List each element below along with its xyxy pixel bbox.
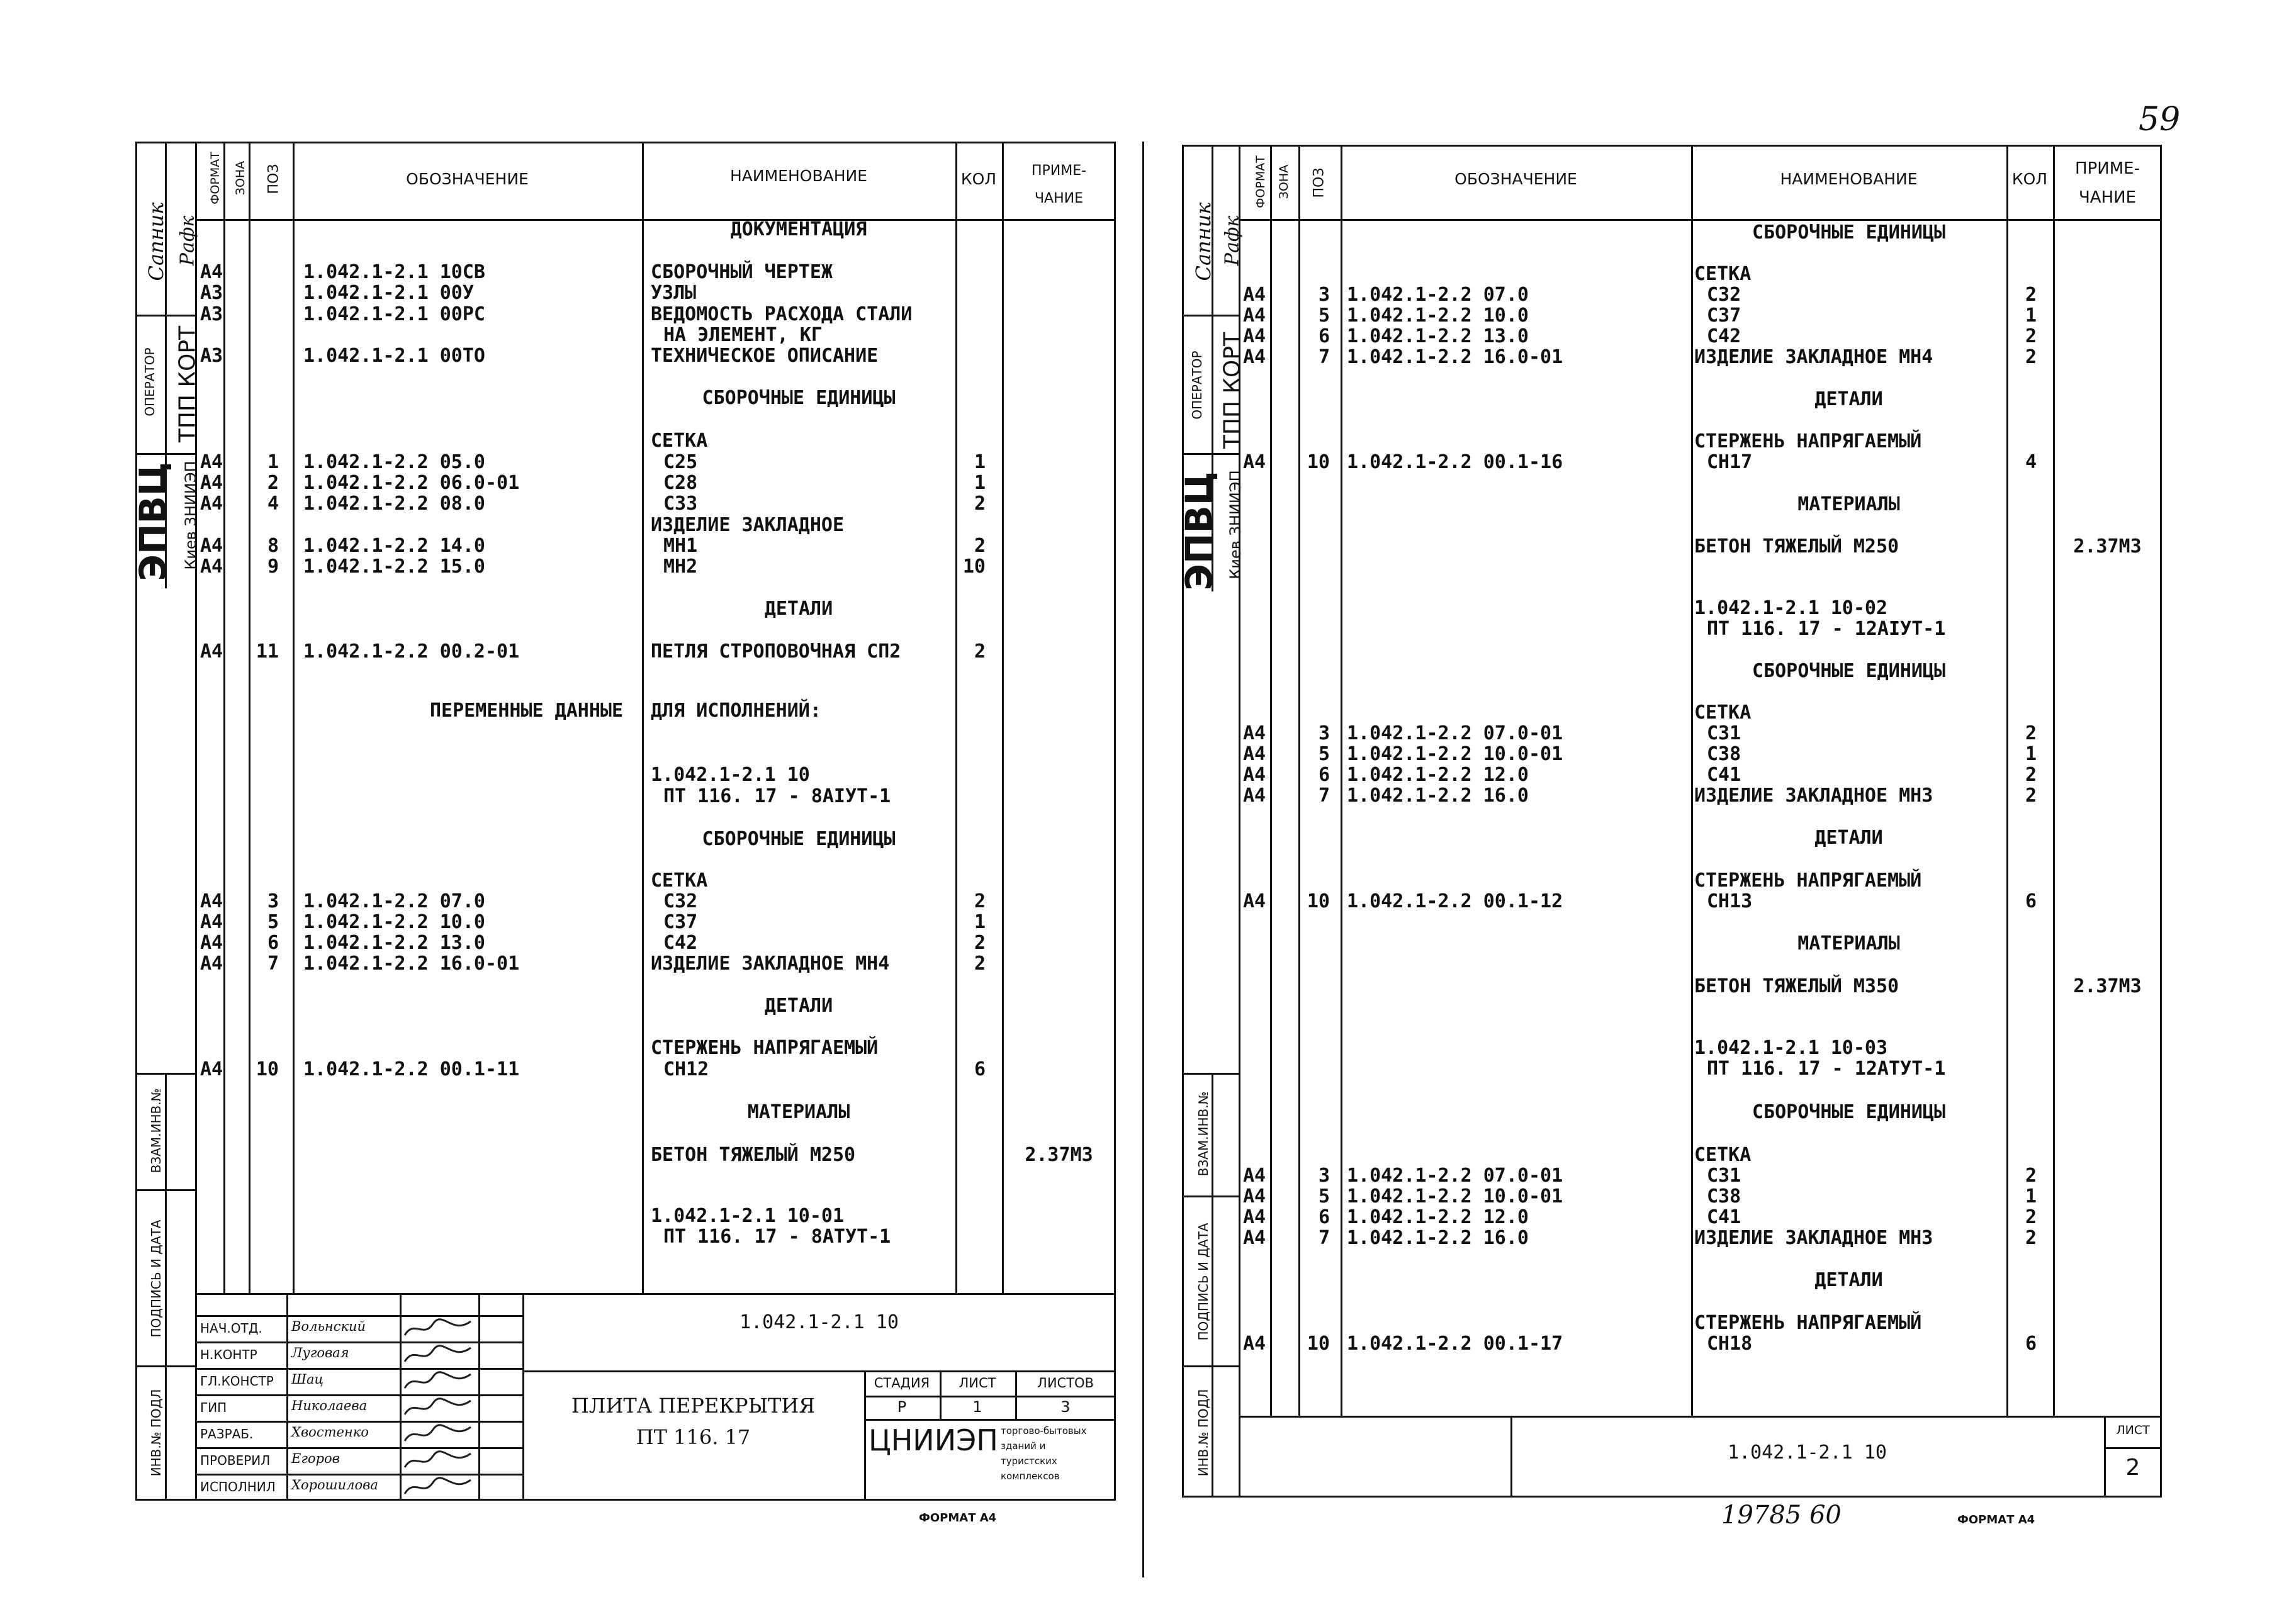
cell-name: С38 <box>1707 743 1741 765</box>
role-label: ПРОВЕРИЛ <box>200 1453 271 1468</box>
cell-name: С31 <box>1707 722 1741 744</box>
cell-pos: 7 <box>1318 346 1330 368</box>
cell-qty: 2 <box>974 535 986 557</box>
stadiya-value: Р <box>897 1398 907 1416</box>
cell-name: МН2 <box>663 556 698 578</box>
cell-name-heading: ДЕТАЛИ <box>764 995 833 1017</box>
signature-mark <box>402 1316 477 1341</box>
cell-name: ДЛЯ ИСПОЛНЕНИЙ: <box>651 700 821 722</box>
cell-format: А4 <box>200 953 223 975</box>
left-hdr-poz: ПОЗ <box>266 164 282 194</box>
cell-pos: 2 <box>267 472 279 494</box>
cell-pos: 1 <box>267 451 279 473</box>
cell-name: С31 <box>1707 1165 1741 1187</box>
cell-pos: 5 <box>267 911 279 933</box>
cell-format: А4 <box>1243 346 1266 368</box>
role-name: Шац <box>291 1372 324 1387</box>
cell-designation: 1.042.1-2.2 07.0-01 <box>1347 1165 1563 1187</box>
right-operator-label: ОПЕРАТОР <box>1189 350 1205 420</box>
role-label: Н.КОНТР <box>200 1347 257 1362</box>
cell-name: С32 <box>1707 284 1741 306</box>
signature-mark <box>402 1448 477 1474</box>
right-hdr-poz: ПОЗ <box>1311 167 1327 198</box>
left-hdr-kol: КОЛ <box>960 170 997 188</box>
cell-qty: 2 <box>974 953 986 975</box>
cell-designation: 1.042.1-2.2 13.0 <box>303 932 485 954</box>
role-name: Егоров <box>291 1451 340 1466</box>
right-tpp-label: ТПП КОРТ <box>1219 332 1246 449</box>
cell-name: БЕТОН ТЯЖЕЛЫЙ М250 <box>651 1144 856 1166</box>
cell-designation: 1.042.1-2.1 00ТО <box>303 345 485 367</box>
cell-format: А4 <box>1243 1165 1266 1187</box>
left-invpodl-label: ИНВ.№ ПОДЛ <box>149 1389 164 1477</box>
cell-pos: 5 <box>1318 743 1330 765</box>
role-label: НАЧ.ОТД. <box>200 1321 262 1336</box>
left-hdr-oboz: ОБОЗНАЧЕНИЕ <box>406 170 529 188</box>
left-kiev-label: Киев ЗНИИЭП <box>182 461 200 570</box>
cell-pos: 9 <box>267 556 279 578</box>
cell-name: СН13 <box>1707 890 1753 912</box>
right-hdr-format: ФОРМАТ <box>1254 155 1268 208</box>
cell-designation: 1.042.1-2.2 13.0 <box>1347 325 1529 347</box>
signature-mark <box>402 1422 477 1447</box>
left-vzam-label: ВЗАМ.ИНВ.№ <box>149 1088 164 1173</box>
cell-qty: 1 <box>2025 305 2037 327</box>
cell-format: А4 <box>1243 1185 1266 1207</box>
title-line1: ПЛИТА ПЕРЕКРЫТИЯ <box>571 1394 816 1418</box>
cell-name: СН17 <box>1707 451 1753 473</box>
cell-format: А4 <box>200 932 223 954</box>
cell-name: ПТ 116. 17 - 8АТУТ-1 <box>663 1226 891 1248</box>
cell-format: А4 <box>1243 890 1266 912</box>
cell-note: 2.37М3 <box>1025 1144 1093 1166</box>
left-tpp-label: ТПП КОРТ <box>174 325 201 443</box>
cell-qty: 2 <box>974 641 986 663</box>
right-sig1: Сапник <box>1191 202 1215 281</box>
cell-qty: 2 <box>2025 346 2037 368</box>
listov-value: 3 <box>1060 1398 1071 1416</box>
cell-pos: 7 <box>267 953 279 975</box>
left-hdr-prim: ПРИМЕ- ЧАНИЕ <box>1031 163 1087 206</box>
cell-qty: 2 <box>2025 1227 2037 1249</box>
cell-format: А4 <box>1243 325 1266 347</box>
right-sig2: Рафк <box>1221 215 1244 266</box>
cell-qty: 1 <box>974 451 986 473</box>
cell-name-heading: СБОРОЧНЫЕ ЕДИНИЦЫ <box>1752 660 1946 682</box>
right-format-label: ФОРМАТ А4 <box>1957 1513 2035 1526</box>
cell-pos: 6 <box>1318 325 1330 347</box>
role-name: Хвостенко <box>291 1425 369 1440</box>
cell-format: А4 <box>1243 305 1266 327</box>
cell-name-heading: МАТЕРИАЛЫ <box>1797 932 1900 955</box>
cell-name: СЕТКА <box>1694 1144 1752 1166</box>
cell-format: А4 <box>200 556 223 578</box>
cell-format: А4 <box>200 472 223 494</box>
cell-format: А3 <box>200 282 223 304</box>
cell-designation: 1.042.1-2.2 00.1-17 <box>1347 1333 1563 1355</box>
cell-name-heading: ДЕТАЛИ <box>1814 1269 1883 1291</box>
right-hdr-prim: ПРИМЕ- ЧАНИЕ <box>2075 159 2140 207</box>
cell-name: С42 <box>663 932 698 954</box>
cell-qty: 2 <box>2025 785 2037 807</box>
cell-name: С42 <box>1707 325 1741 347</box>
cell-designation: 1.042.1-2.2 16.0 <box>1347 1227 1529 1249</box>
cell-pos: 8 <box>267 535 279 557</box>
title-line2: ПТ 116. 17 <box>636 1425 751 1449</box>
cell-pos: 11 <box>256 641 279 663</box>
cell-name: МН1 <box>663 535 698 557</box>
cell-name: ИЗДЕЛИЕ ЗАКЛАДНОЕ МН4 <box>651 953 890 975</box>
cell-name: 1.042.1-2.1 10 <box>651 764 810 786</box>
cell-name: СТЕРЖЕНЬ НАПРЯГАЕМЫЙ <box>1694 1312 1922 1334</box>
cell-qty: 4 <box>2025 451 2037 473</box>
cell-qty: 6 <box>2025 1333 2037 1355</box>
role-label: ГЛ.КОНСТР <box>200 1374 274 1389</box>
cell-designation: 1.042.1-2.2 08.0 <box>303 493 485 515</box>
cell-name: СЕТКА <box>1694 702 1752 724</box>
cell-format: А4 <box>200 641 223 663</box>
right-list-label: ЛИСТ <box>2116 1423 2150 1437</box>
cell-name: УЗЛЫ <box>651 282 697 304</box>
cell-format: А4 <box>1243 785 1266 807</box>
cell-qty: 1 <box>2025 1185 2037 1207</box>
right-podpis-label: ПОДПИСЬ И ДАТА <box>1196 1223 1211 1341</box>
page-number: 59 <box>2139 101 2181 138</box>
cell-name: СЕТКА <box>651 430 708 452</box>
left-hdr-naim: НАИМЕНОВАНИЕ <box>730 167 867 185</box>
cell-designation: 1.042.1-2.2 10.0-01 <box>1347 1185 1563 1207</box>
cell-name-heading: МАТЕРИАЛЫ <box>747 1101 850 1123</box>
cell-qty: 1 <box>2025 743 2037 765</box>
cell-name: ИЗДЕЛИЕ ЗАКЛАДНОЕ МН3 <box>1694 1227 1933 1249</box>
cell-pos: 3 <box>267 890 279 912</box>
cell-name: С41 <box>1707 1206 1741 1228</box>
right-doc-code: 1.042.1-2.1 10 <box>1728 1442 1887 1464</box>
cell-designation-note: ПЕРЕМЕННЫЕ ДАННЫЕ <box>429 700 623 722</box>
signature-mark <box>402 1369 477 1394</box>
cell-format: А4 <box>1243 1227 1266 1249</box>
cell-designation: 1.042.1-2.2 12.0 <box>1347 764 1529 786</box>
cell-designation: 1.042.1-2.2 10.0 <box>303 911 485 933</box>
right-hdr-kol: КОЛ <box>2011 170 2048 188</box>
cell-name: ПЕТЛЯ СТРОПОВОЧНАЯ СП2 <box>651 641 901 663</box>
cell-qty: 6 <box>974 1058 986 1080</box>
cell-format: А4 <box>200 493 223 515</box>
left-epvc-label: ЭПВЦ <box>132 462 174 581</box>
cell-designation: 1.042.1-2.2 07.0-01 <box>1347 722 1563 744</box>
cell-name: С37 <box>663 911 698 933</box>
cell-qty: 2 <box>2025 722 2037 744</box>
left-format-label: ФОРМАТ А4 <box>919 1511 997 1525</box>
cell-designation: 1.042.1-2.2 16.0-01 <box>303 953 520 975</box>
role-name: Николаева <box>291 1398 368 1413</box>
list-value: 1 <box>972 1398 982 1416</box>
cell-designation: 1.042.1-2.2 10.0 <box>1347 305 1529 327</box>
cell-qty: 2 <box>2025 284 2037 306</box>
cell-format: А4 <box>1243 284 1266 306</box>
left-title-top-line <box>195 1293 1116 1295</box>
cell-qty: 1 <box>974 911 986 933</box>
cell-designation: 1.042.1-2.2 12.0 <box>1347 1206 1529 1228</box>
cell-name: ИЗДЕЛИЕ ЗАКЛАДНОЕ МН3 <box>1694 785 1933 807</box>
cell-pos: 6 <box>1318 764 1330 786</box>
cell-format: А3 <box>200 303 223 325</box>
cell-designation: 1.042.1-2.2 16.0-01 <box>1347 346 1563 368</box>
cell-name: НА ЭЛЕМЕНТ, КГ <box>663 324 823 346</box>
list-label: ЛИСТ <box>959 1375 996 1391</box>
cell-name: С32 <box>663 890 698 912</box>
cell-name: СТЕРЖЕНЬ НАПРЯГАЕМЫЙ <box>651 1037 879 1059</box>
cell-pos: 7 <box>1318 785 1330 807</box>
cell-name: СЕТКА <box>651 870 708 892</box>
cell-designation: 1.042.1-2.1 00РС <box>303 303 485 325</box>
cell-format: А4 <box>1243 764 1266 786</box>
cell-name: СТЕРЖЕНЬ НАПРЯГАЕМЫЙ <box>1694 430 1922 452</box>
cell-format: А4 <box>1243 1333 1266 1355</box>
role-name: Вольнский <box>291 1319 366 1334</box>
cell-name: СТЕРЖЕНЬ НАПРЯГАЕМЫЙ <box>1694 870 1922 892</box>
stadiya-label: СТАДИЯ <box>874 1375 930 1391</box>
cell-name-heading: СБОРОЧНЫЕ ЕДИНИЦЫ <box>702 387 896 409</box>
right-list-number: 2 <box>2125 1455 2140 1481</box>
cell-qty: 2 <box>2025 325 2037 347</box>
cell-name-heading: СБОРОЧНЫЕ ЕДИНИЦЫ <box>1752 221 1946 244</box>
right-invpodl-label: ИНВ.№ ПОДЛ <box>1196 1389 1211 1477</box>
cell-qty: 2 <box>2025 1206 2037 1228</box>
cell-pos: 3 <box>1318 1165 1330 1187</box>
listov-label: ЛИСТОВ <box>1037 1375 1094 1391</box>
cell-name-heading: ДЕТАЛИ <box>1814 827 1883 849</box>
cell-note: 2.37М3 <box>2073 975 2142 997</box>
signature-mark <box>402 1396 477 1421</box>
cell-qty: 2 <box>974 493 986 515</box>
cell-format: А4 <box>200 911 223 933</box>
cell-format: А4 <box>200 451 223 473</box>
cell-designation: 1.042.1-2.2 07.0 <box>303 890 485 912</box>
left-podpis-label: ПОДПИСЬ И ДАТА <box>149 1219 164 1338</box>
cell-format: А3 <box>200 345 223 367</box>
cell-qty: 2 <box>2025 1165 2037 1187</box>
cell-name: ВЕДОМОСТЬ РАСХОДА СТАЛИ <box>651 303 913 325</box>
cell-qty: 1 <box>974 472 986 494</box>
org-name: ЦНИИЭП <box>869 1423 998 1457</box>
cell-name: ПТ 116. 17 - 12АIУТ-1 <box>1707 618 1946 640</box>
cell-name: С38 <box>1707 1185 1741 1207</box>
cell-designation: 1.042.1-2.2 00.2-01 <box>303 641 520 663</box>
right-hdr-naim: НАИМЕНОВАНИЕ <box>1780 170 1918 188</box>
cell-designation: 1.042.1-2.2 05.0 <box>303 451 485 473</box>
org-subtitle: торгово-бытовых зданий и туристских комплексов <box>1001 1425 1087 1482</box>
cell-pos: 10 <box>1307 890 1330 912</box>
cell-format: А4 <box>1243 1206 1266 1228</box>
cell-name: СБОРОЧНЫЙ ЧЕРТЕЖ <box>651 261 833 283</box>
cell-name-heading: ДЕТАЛИ <box>1814 388 1883 410</box>
archive-number: 19785 60 <box>1721 1501 1842 1530</box>
left-doc-code: 1.042.1-2.1 10 <box>740 1311 899 1333</box>
cell-designation: 1.042.1-2.2 14.0 <box>303 535 485 557</box>
cell-format: А4 <box>200 890 223 912</box>
cell-pos: 6 <box>267 932 279 954</box>
cell-format: А4 <box>200 535 223 557</box>
cell-designation: 1.042.1-2.2 10.0-01 <box>1347 743 1563 765</box>
cell-pos: 5 <box>1318 305 1330 327</box>
role-label: ИСПОЛНИЛ <box>200 1479 276 1494</box>
left-hdr-zona: ЗОНА <box>233 160 247 196</box>
left-sig1: Сапник <box>144 202 168 281</box>
left-hdr-format: ФОРМАТ <box>208 152 222 204</box>
cell-name: ИЗДЕЛИЕ ЗАКЛАДНОЕ <box>651 514 845 536</box>
cell-name: СН12 <box>663 1058 709 1080</box>
cell-qty: 2 <box>974 890 986 912</box>
right-epvc-label: ЭПВЦ <box>1178 471 1220 591</box>
left-sig2: Рафк <box>176 215 199 266</box>
cell-name: С33 <box>663 493 698 515</box>
right-vzam-label: ВЗАМ.ИНВ.№ <box>1196 1091 1211 1177</box>
cell-designation: 1.042.1-2.2 06.0-01 <box>303 472 520 494</box>
cell-pos: 5 <box>1318 1185 1330 1207</box>
cell-qty: 6 <box>2025 890 2037 912</box>
role-label: ГИП <box>200 1400 227 1415</box>
cell-pos: 10 <box>256 1058 279 1080</box>
cell-name-heading: СБОРОЧНЫЕ ЕДИНИЦЫ <box>702 828 896 850</box>
cell-name: 1.042.1-2.1 10-03 <box>1694 1037 1888 1059</box>
fold-line <box>1142 142 1144 1577</box>
cell-pos: 3 <box>1318 284 1330 306</box>
cell-designation: 1.042.1-2.2 07.0 <box>1347 284 1529 306</box>
cell-pos: 10 <box>1307 1333 1330 1355</box>
cell-format: А4 <box>1243 722 1266 744</box>
cell-designation: 1.042.1-2.1 00У <box>303 282 474 304</box>
cell-name: БЕТОН ТЯЖЕЛЫЙ М250 <box>1694 535 1899 557</box>
cell-format: А4 <box>200 1058 223 1080</box>
cell-name: ПТ 116. 17 - 12АТУТ-1 <box>1707 1058 1946 1080</box>
signature-mark <box>402 1475 477 1500</box>
cell-name: 1.042.1-2.1 10-02 <box>1694 597 1888 619</box>
cell-name: БЕТОН ТЯЖЕЛЫЙ М350 <box>1694 975 1899 997</box>
cell-name: С25 <box>663 451 698 473</box>
cell-qty: 10 <box>962 556 986 578</box>
right-kiev-label: Киев ЗНИИЭП <box>1227 470 1244 580</box>
right-hdr-zona: ЗОНА <box>1277 164 1291 199</box>
role-name: Хорошилова <box>291 1477 378 1492</box>
signature-mark <box>402 1343 477 1368</box>
cell-format: А4 <box>1243 451 1266 473</box>
cell-name: С41 <box>1707 764 1741 786</box>
cell-designation: 1.042.1-2.1 10СВ <box>303 261 485 283</box>
cell-name: СН18 <box>1707 1333 1753 1355</box>
cell-name: ИЗДЕЛИЕ ЗАКЛАДНОЕ МН4 <box>1694 346 1933 368</box>
cell-name-heading: МАТЕРИАЛЫ <box>1797 493 1900 515</box>
cell-format: А4 <box>200 261 223 283</box>
cell-pos: 6 <box>1318 1206 1330 1228</box>
cell-pos: 10 <box>1307 451 1330 473</box>
cell-name: ТЕХНИЧЕСКОЕ ОПИСАНИЕ <box>651 345 879 367</box>
cell-name: С37 <box>1707 305 1741 327</box>
cell-designation: 1.042.1-2.2 00.1-12 <box>1347 890 1563 912</box>
cell-designation: 1.042.1-2.2 00.1-16 <box>1347 451 1563 473</box>
left-operator-label: ОПЕРАТОР <box>142 347 157 417</box>
cell-designation: 1.042.1-2.2 00.1-11 <box>303 1058 520 1080</box>
right-hdr-oboz: ОБОЗНАЧЕНИЕ <box>1454 170 1577 188</box>
cell-name: С28 <box>663 472 698 494</box>
cell-name: СЕТКА <box>1694 263 1752 285</box>
cell-name-heading: СБОРОЧНЫЕ ЕДИНИЦЫ <box>1752 1101 1946 1123</box>
cell-designation: 1.042.1-2.2 16.0 <box>1347 785 1529 807</box>
cell-pos: 7 <box>1318 1227 1330 1249</box>
cell-name: 1.042.1-2.1 10-01 <box>651 1205 845 1227</box>
cell-name: ПТ 116. 17 - 8АIУТ-1 <box>663 785 891 807</box>
cell-format: А4 <box>1243 743 1266 765</box>
role-name: Луговая <box>291 1345 349 1360</box>
cell-name-heading: ДОКУМЕНТАЦИЯ <box>730 218 867 240</box>
cell-pos: 3 <box>1318 722 1330 744</box>
right-stamp-top-line <box>1239 1416 2162 1418</box>
cell-qty: 2 <box>2025 764 2037 786</box>
cell-note: 2.37М3 <box>2073 535 2142 557</box>
cell-qty: 2 <box>974 932 986 954</box>
cell-designation: 1.042.1-2.2 15.0 <box>303 556 485 578</box>
cell-name-heading: ДЕТАЛИ <box>764 598 833 620</box>
cell-pos: 4 <box>267 493 279 515</box>
role-label: РАЗРАБ. <box>200 1426 254 1442</box>
